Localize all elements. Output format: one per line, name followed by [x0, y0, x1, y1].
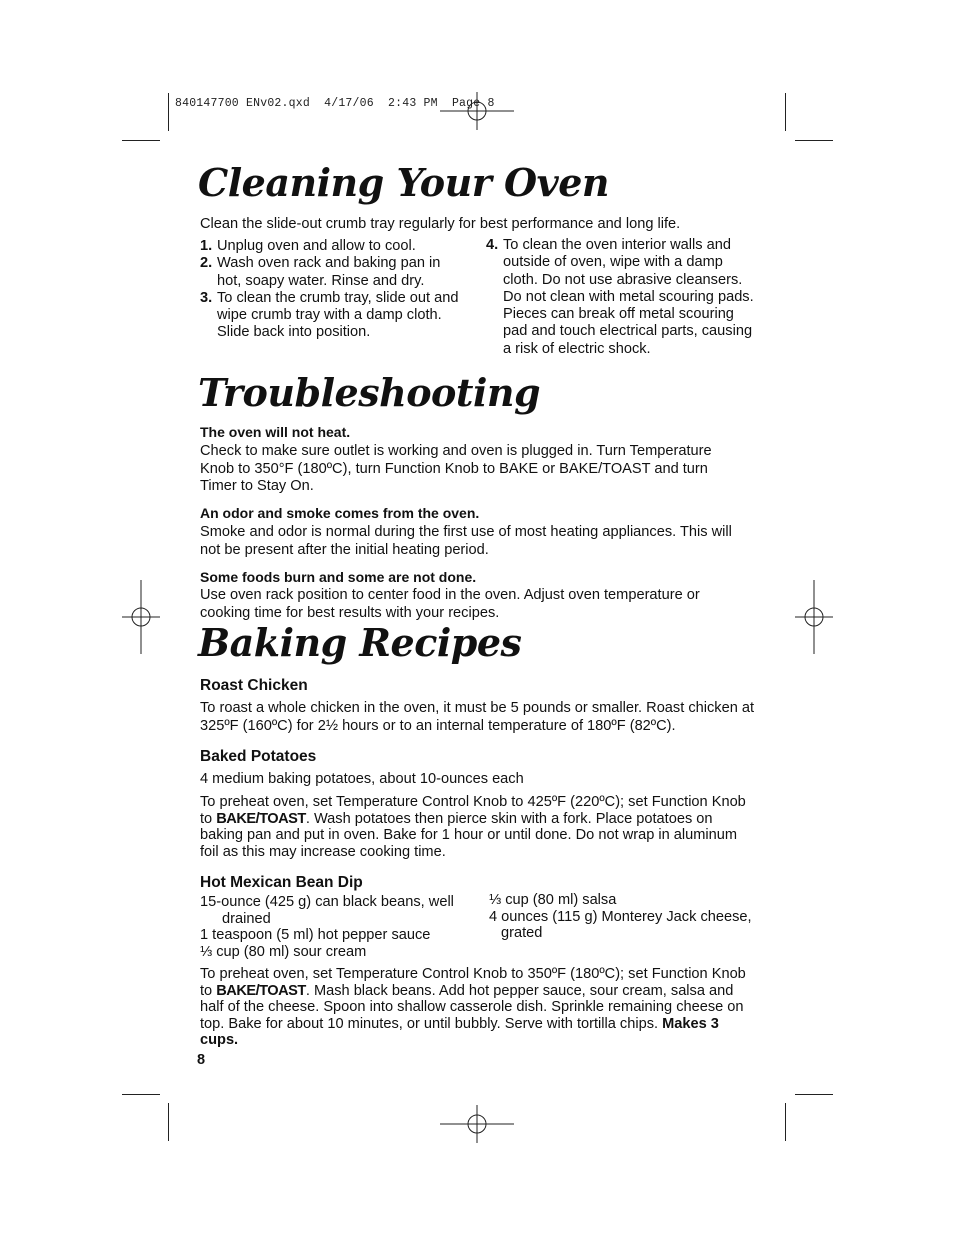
registration-mark-icon [122, 580, 160, 654]
recipe-text-roast-chicken: To roast a whole chicken in the oven, it must be 5 pounds or smaller. Roast chicken at 325ºF (160ºC) for 2½ hours or to an internal temperature of 180ºF (82ºC). [200, 700, 755, 734]
cleaning-intro: Clean the slide-out crumb tray regularly for best performance and long life. [200, 216, 681, 232]
recipe-ingredients-baked-potatoes: 4 medium baking potatoes, about 10-ounces each [200, 771, 524, 787]
list-item: 4. To clean the oven interior walls and outside of oven, wipe with a damp cloth. Do not use abrasive cleansers. Do not clean with metal scouring pads. Pieces can break off metal scouring pad and touch electrical parts, causing a risk of electric shock. [486, 237, 754, 357]
bean-dip-ingredients-right [489, 892, 779, 942]
section-title-recipes: Baking Recipes [198, 620, 522, 665]
recipe-title-baked-potatoes: Baked Potatoes [200, 748, 317, 765]
list-item: ⅓ cup (80 ml) salsa [489, 892, 617, 908]
cleaning-steps-left [200, 238, 460, 342]
list-item: 2. Wash oven rack and baking pan in hot, soapy water. Rinse and dry. [200, 255, 441, 289]
recipe-yield: Makes 3 cups. [200, 1015, 719, 1048]
list-item: 3. To clean the crumb tray, slide out and wipe crumb tray with a damp cloth. Slide back into position. [200, 289, 459, 341]
recipe-title-roast-chicken: Roast Chicken [200, 677, 308, 694]
registration-mark-icon [437, 1105, 517, 1143]
problem-heading: An odor and smoke comes from the oven. [200, 505, 480, 521]
function-setting: BAKE/TOAST [216, 982, 306, 999]
list-item: 4 ounces (115 g) Monterey Jack cheese, grated [489, 908, 752, 942]
recipe-title-bean-dip: Hot Mexican Bean Dip [200, 874, 363, 891]
registration-mark-icon [437, 92, 517, 130]
section-title-cleaning: Cleaning Your Oven [198, 160, 610, 205]
recipe-instructions-baked-potatoes: To preheat oven, set Temperature Control Knob to 425ºF (220ºC); set Function Knob to BAKE/TOAST. Wash potatoes then pierce skin with a fork. Place potatoes on baking pan and put in oven. Bake for 1 hour or until done. Do not wrap in aluminum foil as this may increase cooking time. [200, 794, 746, 860]
cleaning-steps-right [486, 237, 761, 358]
problem-heading: The oven will not heat. [200, 424, 351, 440]
list-item: 1 teaspoon (5 ml) hot pepper sauce [200, 927, 431, 944]
registration-mark-icon [795, 580, 833, 654]
page-number: 8 [197, 1052, 206, 1068]
list-item: 15-ounce (425 g) can black beans, well drained [200, 894, 454, 927]
bean-dip-ingredients-left [200, 894, 460, 961]
problem-solution: Check to make sure outlet is working and oven is plugged in. Turn Temperature Knob to 350°F (180ºC), turn Function Knob to BAKE or BAKE/TOAST and turn Timer to Stay On. [200, 443, 712, 494]
list-item: 1. Unplug oven and allow to cool. [200, 238, 416, 254]
recipe-instructions-bean-dip: To preheat oven, set Temperature Control Knob to 350ºF (180ºC); set Function Knob to BAKE/TOAST. Mash black beans. Add hot pepper sauce, sour cream, salsa and half of the cheese. Spoon into shallow casserole dish. Sprinkle remaining cheese on top. Bake for about 10 minutes, or until bubbly. Serve with tortilla chips. Makes 3 cups. [200, 966, 746, 1048]
problem-solution: Use oven rack position to center food in the oven. Adjust oven temperature or cooking time for best results with your recipes. [200, 587, 700, 621]
problem-solution: Smoke and odor is normal during the first use of most heating appliances. This will not be present after the initial heating period. [200, 524, 732, 558]
function-setting: BAKE/TOAST [216, 810, 306, 827]
problem-heading: Some foods burn and some are not done. [200, 569, 477, 585]
list-item: ⅓ cup (80 ml) sour cream [200, 944, 367, 961]
section-title-troubleshooting: Troubleshooting [198, 370, 541, 415]
print-slug: 840147700 ENv02.qxd 4/17/06 2:43 PM Page 8 [175, 97, 495, 110]
